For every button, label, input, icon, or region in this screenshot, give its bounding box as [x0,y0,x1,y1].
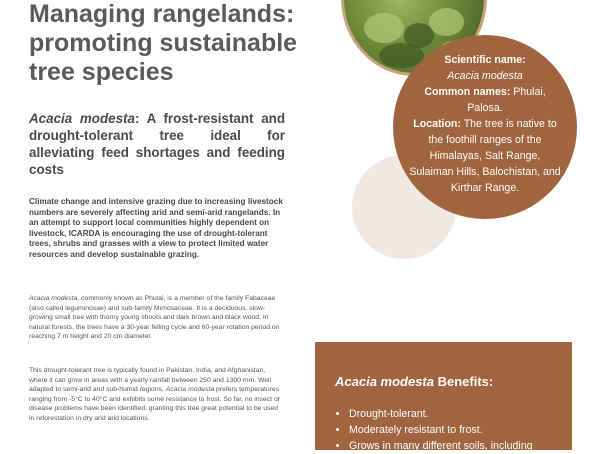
distribution-species: Acacia modesta [165,386,215,394]
title-line-1: Managing rangelands: [29,0,295,28]
scientific-name-value: Acacia modesta [447,70,523,82]
species-info-circle [393,35,577,219]
subtitle-text: : A frost-resistant and drought-tolerant tree ideal for alleviating feed shortages and feeding costs [29,111,286,177]
description-text: , commonly known as Phulai, is a member of the family Fabaceae (also called leguminosae) and sub-family Mimosaceae. It is a deciduous, slow-growing small tree with thorny young shoots and dark brown and black wood. In natural forests, the trees have a 30-year felling cycle and 60-year rotation period on reaching 7 m height and 20 cm diameter. [29,295,280,341]
distribution-text-a: This drought-tolerant tree is typically found in Pakistan, India, and Afghanistan, where it can grow in areas with a yearly rainfall between 250 and 1300 mm. Well adapted to semi-arid and sub-humid regions, [29,367,272,394]
benefit-item: • Moderately resistant to frost. [349,422,579,438]
subtitle-species: Acacia modesta [29,111,135,126]
page-title [29,0,309,87]
location-value: The tree is native to the foothill ranges of the Himalayas, Salt Range, Sulaiman Hills, Balochistan, and Kirthar Range. [409,118,561,194]
benefits-title [335,374,493,389]
distribution-paragraph [29,366,285,424]
common-names-label: Common names: [424,86,511,98]
common-names-value: Phulai, Palosa. [467,86,546,114]
title-line-3: tree species [29,58,174,86]
benefits-title-text: Benefits: [434,374,494,389]
description-paragraph [29,294,285,342]
benefits-box [315,342,572,450]
benefit-item: • Drought-tolerant. [349,406,579,422]
subtitle [29,110,285,178]
intro-paragraph: Climate change and intensive grazing due to increasing livestock numbers are severely affecting arid and semi-arid rangelands. In an attempt to support local communities highly dependent on livestock, ICARDA is encouraging the use of drought-tolerant trees, shrubs and grasses with a view to protect limited water resources and develop sustainable grazing. [29,197,283,259]
description-species: Acacia modesta [29,295,78,302]
scientific-name-label: Scientific name: [444,54,526,66]
distribution-text-b: prefers temperatures ranging from -5°C to 40°C and exhibits some resistance to frost. So far, no insect or disease problems have been identified, granting this tree great potential to be used in reforestation in dry and arid locations. [29,386,280,422]
benefit-item: • Grows in many different soils, including [349,438,579,454]
title-line-2: promoting sustainable [29,29,298,57]
benefits-list [329,406,579,454]
location-label: Location: [413,118,461,130]
benefits-species: Acacia modesta [335,374,434,389]
